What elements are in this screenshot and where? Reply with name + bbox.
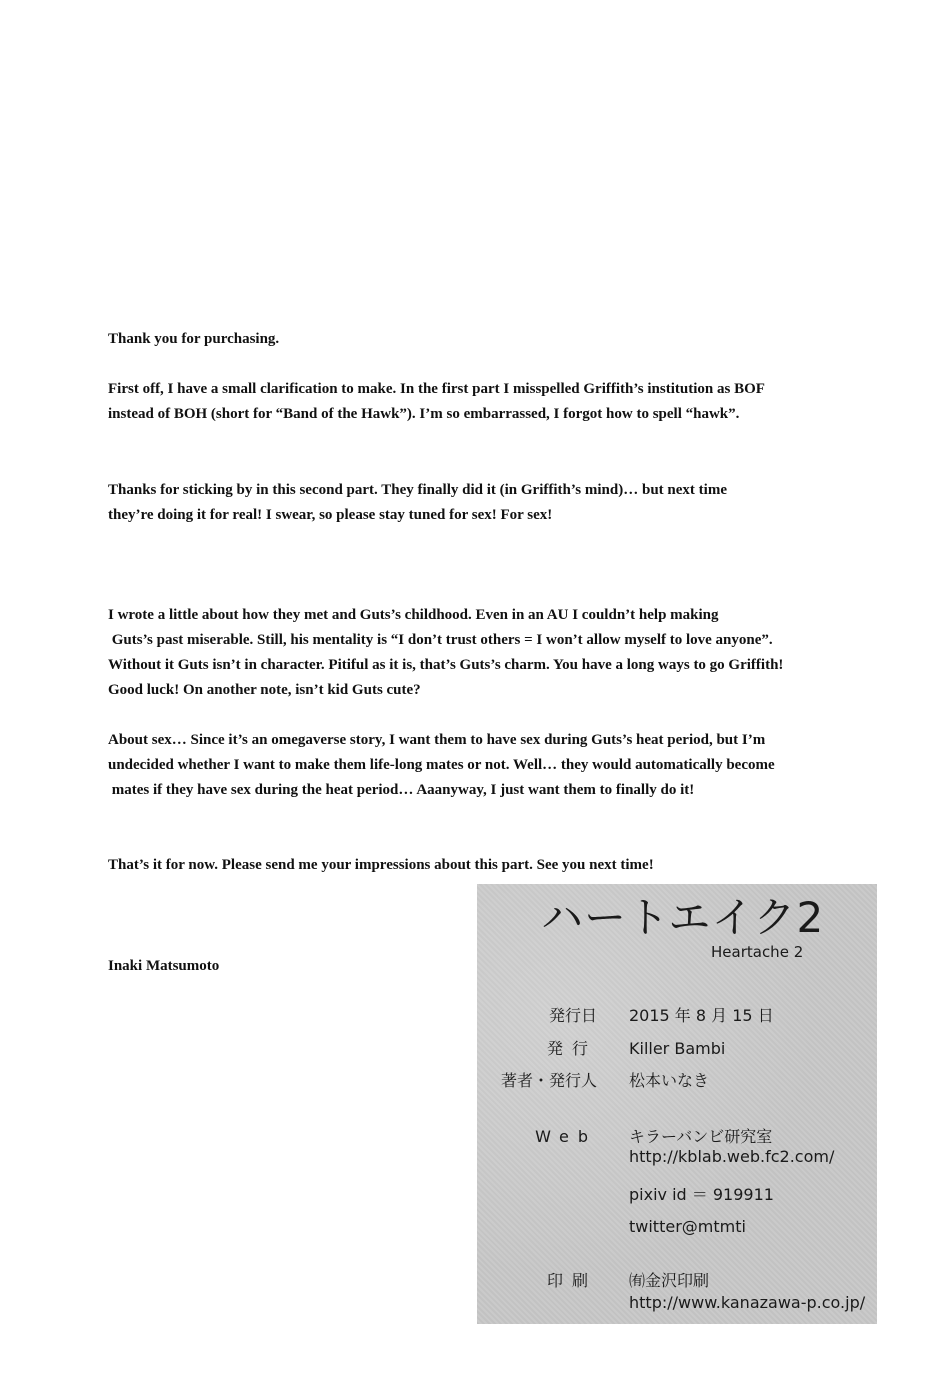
web-label: Web [535,1127,597,1146]
paragraph-childhood [108,603,888,703]
closing [108,853,888,878]
paragraph-line: Thanks for sticking by in this second part. They finally did it (in Griffith’s mind)… but next time [108,482,727,498]
printer-label: 印刷 [546,1271,597,1290]
closing-line: That’s it for now. Please send me your impressions about this part. See you next time! [108,857,654,873]
colophon-box [477,884,877,1324]
printer-url-link[interactable]: http://www.kanazawa-p.co.jp/ [629,1293,866,1312]
paragraph-line: they’re doing it for real! I swear, so please stay tuned for sex! For sex! [108,507,553,523]
pixiv-id-value: pixiv id ＝ 919911 [629,1185,774,1204]
greeting [108,327,888,352]
paragraph-line: undecided whether I want to make them life-long mates or not. Well… they would automatically become [108,757,775,773]
publisher-label: 発行 [546,1039,597,1058]
paragraph-thanks [108,478,888,528]
issue-date-value: 2015 年 8 月 15 日 [629,1006,774,1025]
author-label: 著者・発行人 [500,1071,597,1090]
greeting-line: Thank you for purchasing. [108,331,280,347]
web-name-value: キラーバンビ研究室 [629,1127,773,1146]
author-signature: Inaki Matsumoto [108,958,220,974]
publisher-value: Killer Bambi [629,1039,726,1058]
paragraph-line: Good luck! On another note, isn’t kid Guts cute? [108,682,421,698]
twitter-value: twitter@mtmti [629,1217,746,1236]
paragraph-clarification [108,377,888,427]
paragraph-line: About sex… Since it’s an omegaverse story, I want them to have sex during Guts’s heat period, but I’m [108,732,766,748]
author-value: 松本いなき [629,1071,710,1090]
book-title: ハートエイク2 [541,893,825,942]
book-subtitle: Heartache 2 [711,943,804,961]
paragraph-about-sex [108,728,888,803]
paragraph-line: Without it Guts isn’t in character. Pitiful as it is, that’s Guts’s charm. You have a long ways to go Griffith! [108,657,784,673]
paragraph-line: First off, I have a small clarification to make. In the first part I misspelled Griffith’s institution as BOF [108,381,765,397]
paragraph-line: I wrote a little about how they met and Guts’s childhood. Even in an AU I couldn’t help making [108,607,719,623]
paragraph-line: instead of BOH (short for “Band of the Hawk”). I’m so embarrassed, I forgot how to spell “hawk”. [108,406,740,422]
paragraph-line: Guts’s past miserable. Still, his mentality is “I don’t trust others = I won’t allow myself to love anyone”. [108,632,773,648]
issue-date-label: 発行日 [548,1006,597,1025]
paragraph-line: mates if they have sex during the heat period… Aaanyway, I just want them to finally do it! [108,782,695,798]
printer-value: ㈲金沢印刷 [629,1271,710,1290]
web-url-link[interactable]: http://kblab.web.fc2.com/ [629,1147,835,1166]
